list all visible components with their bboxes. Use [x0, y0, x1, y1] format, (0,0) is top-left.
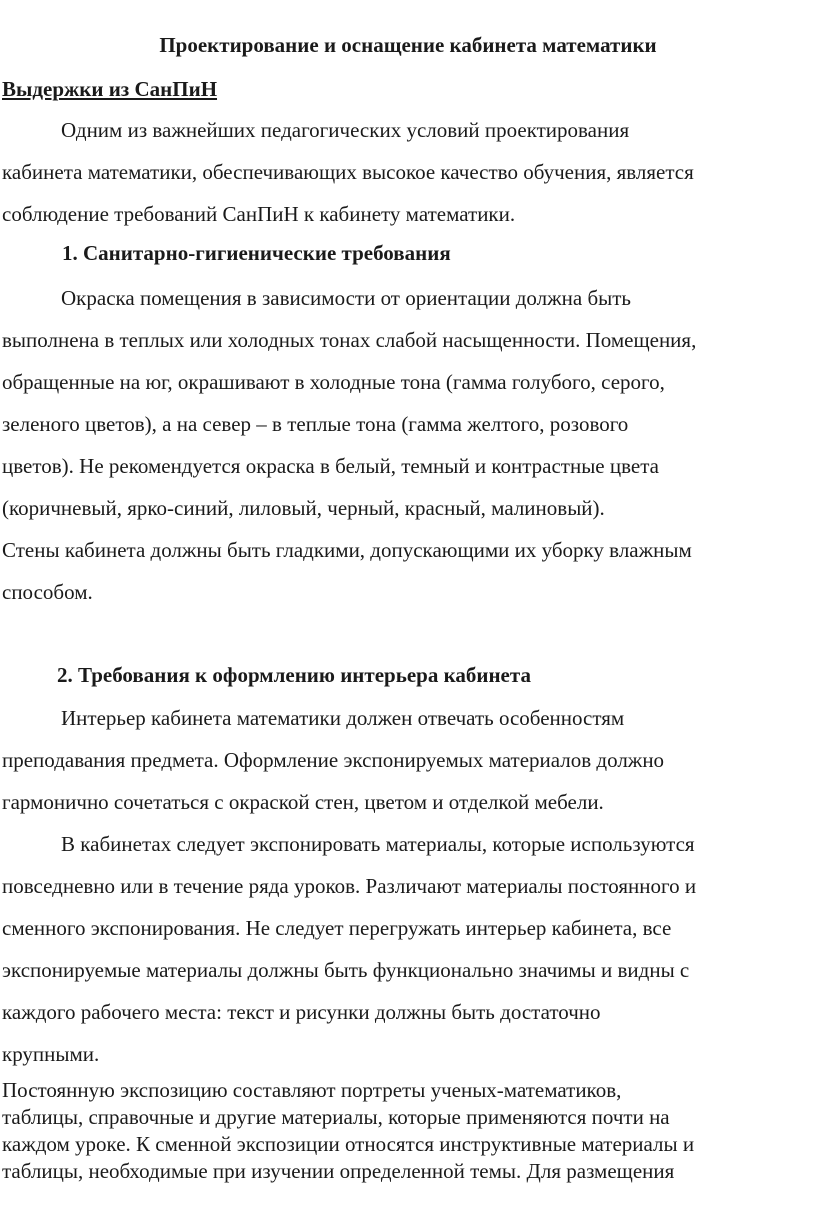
text-line: Одним из важнейших педагогических условий проектирования [61, 118, 630, 142]
page-title: Проектирование и оснащение кабинета математики [159, 33, 657, 57]
text-line: выполнена в теплых или холодных тонах слабой насыщенности. Помещения, [2, 328, 697, 352]
text-line: каждого рабочего места: текст и рисунки должны быть достаточно [2, 1000, 601, 1024]
section-2-paragraph-1 [2, 697, 814, 823]
section-1-heading: 1. Санитарно-гигиенические требования [62, 241, 451, 265]
text-line: экспонируемые материалы должны быть функционально значимы и видны с [2, 958, 690, 982]
walls-paragraph [2, 529, 814, 613]
text-line: Стены кабинета должны быть гладкими, допускающими их уборку влажным [2, 538, 692, 562]
text-line: соблюдение требований СанПиН к кабинету математики. [2, 202, 516, 226]
text-line: Окраска помещения в зависимости от ориентации должна быть [61, 286, 632, 310]
text-line: способом. [2, 580, 93, 604]
section-2-heading: 2. Требования к оформлению интерьера кабинета [57, 663, 531, 687]
text-line: повседневно или в течение ряда уроков. Различают материалы постоянного и [2, 874, 697, 898]
text-line: цветов). Не рекомендуется окраска в белый, темный и контрастные цвета [2, 454, 659, 478]
text-line: гармонично сочетаться с окраской стен, цветом и отделкой мебели. [2, 790, 604, 814]
text-line: таблицы, необходимые при изучении определенной темы. Для размещения [2, 1159, 675, 1183]
text-line: (коричневый, ярко-синий, лиловый, черный, красный, малиновый). [2, 496, 605, 520]
section-1-paragraph [2, 277, 814, 529]
text-line: каждом уроке. К сменной экспозиции относятся инструктивные материалы и [2, 1132, 695, 1156]
subtitle: Выдержки из СанПиН [2, 77, 218, 101]
section-2-paragraph-3 [2, 1077, 814, 1185]
text-line: крупными. [2, 1042, 100, 1066]
text-line: В кабинетах следует экспонировать материалы, которые используются [61, 832, 695, 856]
text-line: Интерьер кабинета математики должен отвечать особенностям [61, 706, 625, 730]
text-line: зеленого цветов), а на север – в теплые тона (гамма желтого, розового [2, 412, 629, 436]
text-line: сменного экспонирования. Не следует перегружать интерьер кабинета, все [2, 916, 672, 940]
text-line: таблицы, справочные и другие материалы, которые применяются почти на [2, 1105, 670, 1129]
text-line: кабинета математики, обеспечивающих высокое качество обучения, является [2, 160, 694, 184]
intro-paragraph [2, 109, 814, 235]
text-line: Постоянную экспозицию составляют портреты ученых-математиков, [2, 1078, 622, 1102]
text-line: преподавания предмета. Оформление экспонируемых материалов должно [2, 748, 665, 772]
section-2-paragraph-2 [2, 823, 814, 1075]
text-line: обращенные на юг, окрашивают в холодные тона (гамма голубого, серого, [2, 370, 665, 394]
